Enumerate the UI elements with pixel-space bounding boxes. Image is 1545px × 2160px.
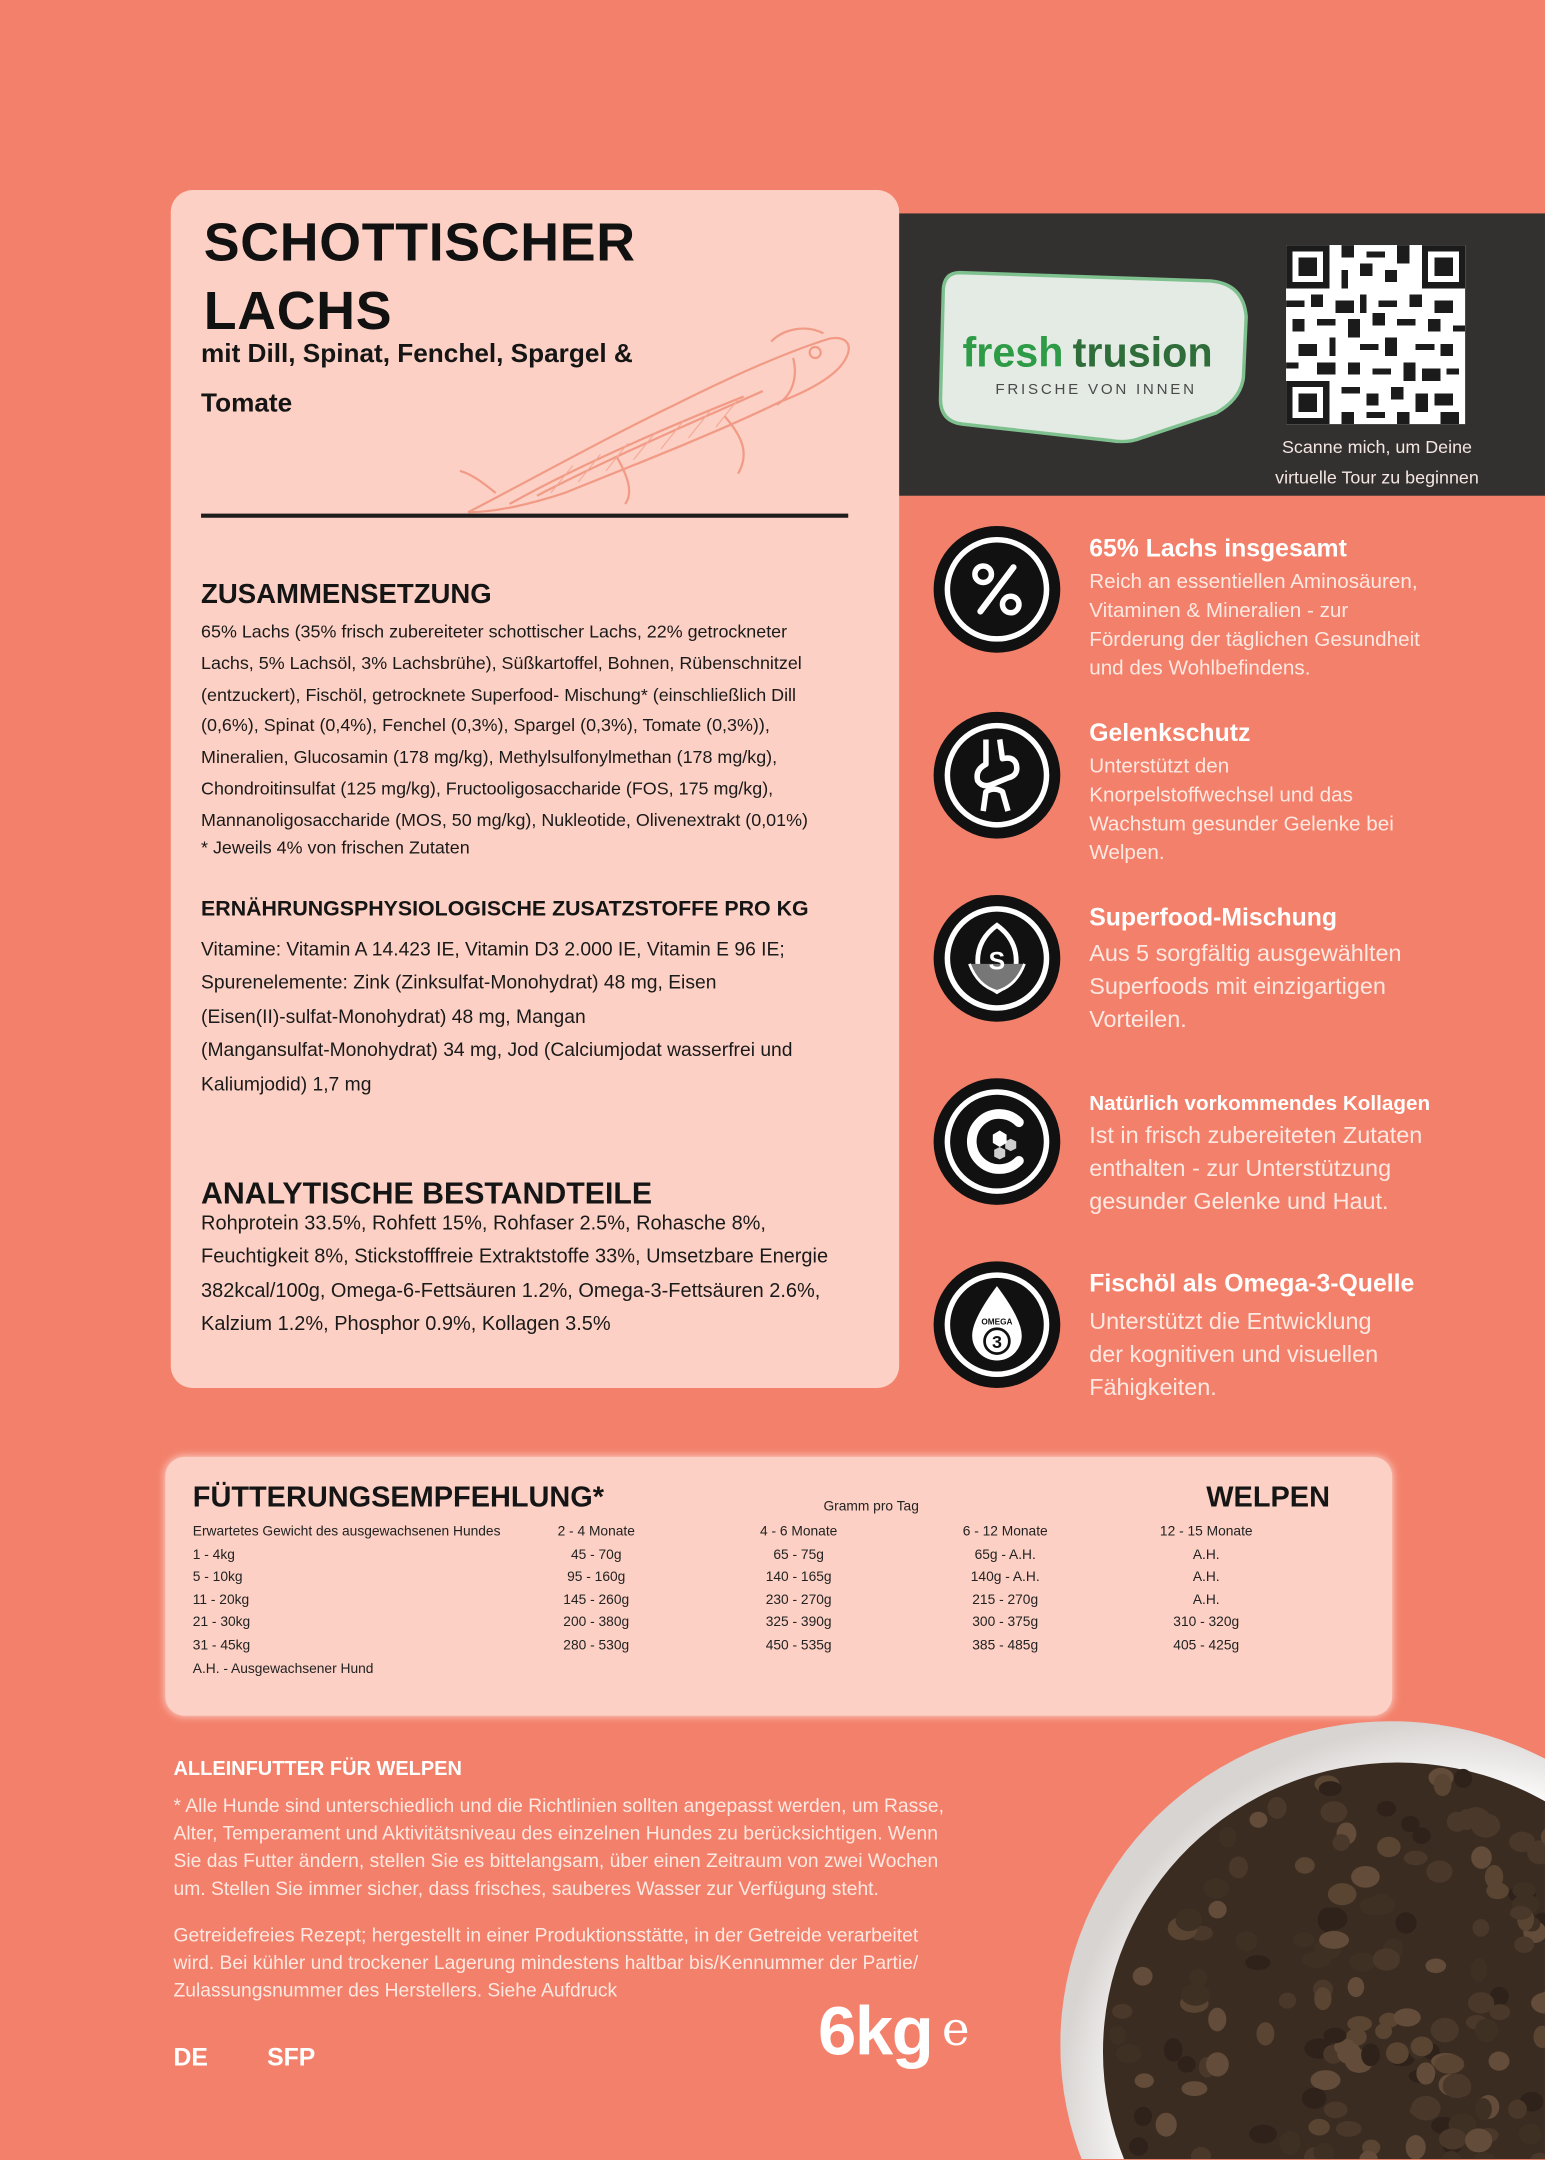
table-cell: 5 - 10kg (192, 1570, 243, 1586)
additives-line: (Eisen(II)-sulfat-Monohydrat) 48 mg, Mangan (201, 1004, 586, 1027)
feature-text (1089, 938, 1461, 1037)
feature-text (1089, 567, 1461, 683)
kibble-piece (1206, 2052, 1229, 2076)
composition-line: Mannanoligosaccharide (MOS, 50 mg/kg), Nukleotide, Olivenextrakt (0,01%) (201, 809, 808, 831)
kibble-piece (1328, 1883, 1357, 1905)
kibble-piece (1280, 2131, 1301, 2155)
kibble-piece (1249, 2125, 1277, 2144)
kibble-piece (1406, 2135, 1426, 2159)
analytical-line: Rohprotein 33.5%, Rohfett 15%, Rohfaser 2.5%, Rohasche 8%, (201, 1213, 766, 1236)
title-line-1: SCHOTTISCHER (203, 213, 636, 273)
analytical-text (201, 1208, 862, 1342)
additives-text (201, 932, 862, 1100)
composition-line: Lachs, 5% Lachsöl, 3% Lachsbrühe), Süßkartoffel, Bohnen, Rübenschnitzel (201, 652, 802, 674)
composition-line: (0,6%), Spinat (0,4%), Fenchel (0,3%), Spargel (0,3%), Tomate (0,3%)), (201, 715, 770, 736)
feature-text-line: Vorteilen. (1089, 1006, 1187, 1033)
kibble-piece (1203, 1878, 1229, 1898)
kibble-piece (1426, 1860, 1452, 1882)
disclaimer-line: Sie das Futter ändern, stellen Sie es bittelangsam, über einen Zeitraum von zwei Wochen (173, 1849, 939, 1872)
table-cell: 11 - 20kg (192, 1592, 250, 1609)
kibble-piece (1181, 1984, 1210, 2006)
kibble-piece (1361, 2043, 1380, 2066)
analytical-line: Feuchtigkeit 8%, Stickstofffreie Extraktstoffe 33%, Umsetzbare Energie (201, 1246, 829, 1269)
kibble-piece (1395, 1912, 1416, 1933)
product-code: SFP (267, 2043, 316, 2072)
feature-text-line: enthalten - zur Unterstützung (1089, 1155, 1392, 1182)
qr-caption-line-1: Scanne mich, um Deine (1281, 436, 1473, 458)
estimated-sign: e (941, 2002, 970, 2058)
collagen-icon (931, 1075, 1063, 1207)
kibble-piece (1324, 2028, 1347, 2043)
kibble-piece (1181, 2081, 1207, 2096)
kibble-piece (1333, 1834, 1350, 1851)
kibble-piece (1208, 2008, 1226, 2032)
product-title (204, 209, 672, 347)
svg-text:3: 3 (991, 1332, 1002, 1353)
additives-line: (Mangansulfat-Monohydrat) 34 mg, Jod (Calciumjodat wasserfrei und (201, 1038, 793, 1061)
svg-text:S: S (988, 948, 1006, 976)
feature-title: Natürlich vorkommendes Kollagen (1089, 1091, 1431, 1116)
kibble-piece (1351, 1866, 1380, 1888)
kibble-piece (1373, 1948, 1400, 1970)
age-column-2-4 (532, 1522, 661, 1659)
kibble-piece (1485, 1865, 1503, 1889)
table-cell: 21 - 30kg (192, 1615, 251, 1631)
table-cell: 325 - 390g (765, 1615, 832, 1631)
kibble-piece (1514, 1936, 1534, 1953)
qr-code[interactable] (1286, 245, 1465, 424)
feature-text-line: und des Wohlbefindens. (1089, 656, 1311, 681)
kibble-piece (1454, 1769, 1472, 1788)
qr-caption (1260, 432, 1494, 493)
kibble-piece (1472, 1919, 1489, 1937)
table-cell: 230 - 270g (765, 1592, 832, 1609)
feature-text (1089, 1120, 1461, 1219)
storage-line: wird. Bei kühler und trockener Lagerung mindestens haltbar bis/Kennummer der Partie/ (173, 1951, 919, 1974)
feature-text-line: Knorpelstoffwechsel und das (1089, 783, 1353, 807)
composition-line: 65% Lachs (35% frisch zubereiteter schottischer Lachs, 22% getrockneter (201, 621, 788, 642)
kibble-piece (1411, 2036, 1433, 2056)
feature-text (1089, 1305, 1461, 1404)
kibble-piece (1324, 2102, 1348, 2119)
age-column-12-15 (1142, 1522, 1271, 1659)
kibble-piece (1475, 2019, 1498, 2043)
kibble-piece (1377, 1837, 1401, 1857)
kibble-piece (1490, 2004, 1511, 2020)
kibble-piece (1508, 2100, 1527, 2119)
title-line-2: LACHS (203, 282, 393, 342)
table-cell: 45 - 70g (570, 1547, 622, 1563)
table-cell: 140 - 165g (765, 1570, 832, 1586)
feature-text-line: gesunder Gelenke und Haut. (1089, 1188, 1389, 1215)
column-header: 6 - 12 Monate (962, 1524, 1048, 1540)
composition-line: Mineralien, Glucosamin (178 mg/kg), Methylsulfonylmethan (178 mg/kg), (201, 746, 778, 768)
kibble-piece (1431, 2018, 1459, 2043)
weight-column (193, 1522, 501, 1682)
svg-text:OMEGA: OMEGA (981, 1317, 1013, 1327)
column-header: 12 - 15 Monate (1159, 1524, 1253, 1540)
table-footnote: A.H. - Ausgewachsener Hund (192, 1661, 374, 1677)
kibble-piece (1295, 1857, 1315, 1874)
table-cell: 31 - 45kg (192, 1638, 251, 1654)
kibble-piece (1348, 1977, 1365, 1997)
feeding-disclaimer (174, 1791, 1000, 1901)
kibble-piece (1229, 1856, 1248, 1878)
kibble-piece (1257, 2022, 1275, 2045)
feature-text-line: Förderung der täglichen Gesundheit (1089, 627, 1420, 652)
kibble-piece (1465, 2128, 1492, 2152)
table-cell: 1 - 4kg (192, 1547, 235, 1563)
kibble-piece (1377, 1801, 1397, 1816)
analytical-heading: ANALYTISCHE BESTANDTEILE (201, 1175, 653, 1211)
kibble-piece (1176, 1908, 1202, 1931)
table-cell: 310 - 320g (1173, 1615, 1240, 1631)
kibble-piece (1349, 1952, 1376, 1971)
kibble-piece (1412, 1827, 1430, 1844)
kibble-piece (1320, 1907, 1348, 1930)
feature-title: 65% Lachs insgesamt (1089, 534, 1347, 562)
kibble-piece (1404, 1851, 1428, 1866)
storage-line: Getreidefreies Rezept; hergestellt in einer Produktionsstätte, in der Getreide verarbeitet (173, 1923, 919, 1946)
logo-tagline: FRISCHE VON INNEN (995, 380, 1197, 398)
kibble-piece (1164, 2038, 1182, 2062)
table-cell: A.H. (1192, 1570, 1220, 1586)
feature-text-line: der kognitiven und visuellen (1089, 1341, 1379, 1368)
table-cell: 385 - 485g (972, 1638, 1039, 1654)
kibble-piece (1336, 2121, 1362, 2137)
kibble-piece (1319, 1931, 1349, 1949)
grams-per-day-label: Gramm pro Tag (823, 1499, 919, 1515)
kibble-piece (1245, 1955, 1270, 1970)
subtitle-line-1: mit Dill, Spinat, Fenchel, Spargel & (201, 340, 633, 370)
kibble-piece (1178, 2056, 1196, 2073)
omega3-drop-icon (931, 1259, 1063, 1391)
feature-text-line: Welpen. (1089, 841, 1165, 865)
kibble-piece (1434, 2054, 1464, 2074)
feeding-heading: FÜTTERUNGSEMPFEHLUNG* (192, 1481, 605, 1514)
kibble-piece (1109, 2026, 1126, 2045)
table-cell: 145 - 260g (563, 1592, 630, 1609)
feature-title: Superfood-Mischung (1089, 903, 1338, 931)
feature-title: Fischöl als Omega-3-Quelle (1089, 1269, 1415, 1298)
table-cell: 200 - 380g (563, 1615, 630, 1631)
disclaimer-line: * Alle Hunde sind unterschiedlich und die Richtlinien sollten angepasst werden, um Rasse, (173, 1794, 945, 1817)
joint-icon (931, 709, 1063, 841)
kibble-piece (1509, 1832, 1535, 1852)
kibble-piece (1347, 2016, 1372, 2031)
additives-heading: ERNÄHRUNGSPHYSIOLOGISCHE ZUSATZSTOFFE PRO KG (201, 897, 809, 922)
additives-line: Vitamine: Vitamin A 14.423 IE, Vitamin D3 2.000 IE, Vitamin E 96 IE; (201, 937, 785, 960)
column-header: Erwartetes Gewicht des ausgewachsenen Hundes (192, 1524, 501, 1540)
composition-text (201, 617, 862, 837)
superfood-leaf-icon (931, 892, 1063, 1024)
storage-line: Zulassungsnummer des Herstellers. Siehe Aufdruck (173, 1978, 618, 2001)
freshtrusion-logo (935, 262, 1252, 444)
puppy-label: WELPEN (1206, 1481, 1330, 1514)
logo-word-fresh: fresh (962, 329, 1064, 376)
feature-text-line: Superfoods mit einzigartigen (1089, 973, 1386, 1000)
table-cell: 450 - 535g (765, 1638, 832, 1654)
kibble-piece (1489, 2051, 1510, 2070)
net-weight: 6kg (817, 1992, 933, 2070)
complete-feed-heading: ALLEINFUTTER FÜR WELPEN (173, 1758, 462, 1781)
kibble-piece (1308, 2119, 1329, 2136)
kibble-piece (1302, 2088, 1327, 2109)
table-cell: A.H. (1192, 1592, 1220, 1609)
kibble-piece (1475, 2098, 1492, 2120)
language-code: DE (173, 2043, 208, 2072)
kibble-piece (1268, 1797, 1287, 1819)
kibble-piece (1219, 1827, 1237, 1848)
kibble-piece (1471, 1958, 1488, 1981)
percent-icon (931, 523, 1063, 655)
age-column-6-12 (940, 1522, 1069, 1659)
table-cell: 300 - 375g (972, 1615, 1039, 1631)
kibble-piece (1321, 1801, 1348, 1822)
kibble-piece (1410, 2103, 1439, 2118)
kibble-piece (1236, 1931, 1258, 1951)
additives-line: Kaliumjodid) 1,7 mg (201, 1072, 372, 1095)
kibble-piece (1249, 1812, 1267, 1828)
disclaimer-line: Alter, Temperament und Aktivitätsniveau des einzelnen Hundes zu berücksichtigen. Wenn (173, 1821, 938, 1844)
kibble-piece (1319, 1781, 1342, 1796)
product-subtitle (201, 330, 669, 429)
feature-text-line: Aus 5 sorgfältig ausgewählten (1089, 940, 1402, 967)
table-cell: A.H. (1192, 1547, 1220, 1563)
kibble-piece (1375, 2023, 1392, 2039)
table-cell: 65g - A.H. (974, 1547, 1036, 1563)
analytical-line: Kalzium 1.2%, Phosphor 0.9%, Kollagen 3.5% (201, 1313, 611, 1336)
kibble-piece (1208, 1901, 1226, 1919)
feature-text-line: Vitaminen & Mineralien - zur (1089, 598, 1349, 623)
kibble-piece (1425, 1959, 1446, 1974)
feature-text-line: Wachstum gesunder Gelenke bei (1089, 812, 1394, 836)
table-cell: 65 - 75g (773, 1547, 824, 1563)
kibble-piece (1471, 1846, 1492, 1869)
kibble-piece (1416, 2062, 1435, 2084)
feature-text-line: Ist in frisch zubereiteten Zutaten (1089, 1122, 1423, 1149)
kibble-piece (1471, 1813, 1500, 1837)
analytical-line: 382kcal/100g, Omega-6-Fettsäuren 1.2%, Omega-3-Fettsäuren 2.6%, (201, 1280, 821, 1303)
disclaimer-line: um. Stellen Sie immer sicher, dass frisches, sauberes Wasser zur Verfügung steht. (173, 1876, 879, 1899)
feature-text-line: Fähigkeiten. (1089, 1374, 1217, 1401)
kibble-piece (1133, 1967, 1153, 1986)
feature-text-line: Unterstützt den (1089, 754, 1230, 779)
feature-title: Gelenkschutz (1089, 718, 1251, 747)
subtitle-line-2: Tomate (201, 389, 293, 419)
kibble-piece (1134, 2107, 1152, 2126)
kibble-piece (1135, 2073, 1154, 2088)
table-cell: 405 - 425g (1173, 1638, 1240, 1654)
table-cell: 280 - 530g (563, 1638, 630, 1654)
qr-caption-line-2: virtuelle Tour zu beginnen (1275, 466, 1479, 488)
feature-text-line: Unterstützt die Entwicklung (1089, 1308, 1372, 1335)
kibble-piece (1293, 1932, 1314, 1947)
kibble-piece (1443, 2074, 1472, 2099)
additives-line: Spurenelemente: Zink (Zinksulfat-Monohydrat) 48 mg, Eisen (201, 971, 717, 994)
feature-text-line: Reich an essentiellen Aminosäuren, (1089, 570, 1418, 594)
table-cell: 95 - 160g (567, 1570, 626, 1586)
table-cell: 215 - 270g (972, 1592, 1039, 1609)
logo-word-trusion: trusion (1072, 329, 1213, 376)
composition-line: Chondroitinsulfat (125 mg/kg), Fructooligosaccharide (FOS, 175 mg/kg), (201, 777, 774, 799)
kibble-piece (1156, 2113, 1177, 2137)
kibble-piece (1386, 2042, 1409, 2064)
kibble-piece (1302, 1952, 1332, 1968)
kibble-piece (1439, 2128, 1467, 2149)
kibble-piece (1314, 1987, 1331, 2010)
composition-heading: ZUSAMMENSETZUNG (201, 579, 492, 611)
table-cell: 140g - A.H. (970, 1570, 1040, 1586)
kibble-piece (1434, 1774, 1452, 1797)
kibble-piece (1458, 1809, 1475, 1830)
column-header: 4 - 6 Monate (759, 1524, 838, 1540)
divider (201, 514, 848, 518)
composition-note: * Jeweils 4% von frischen Zutaten (201, 837, 470, 858)
kibble-piece (1112, 2004, 1132, 2019)
kibble-piece (1116, 2044, 1142, 2063)
column-header: 2 - 4 Monate (557, 1524, 635, 1540)
kibble-piece (1394, 2008, 1421, 2026)
age-column-4-6 (734, 1522, 863, 1659)
kibble-piece (1512, 1882, 1536, 1898)
kibble-piece (1510, 1906, 1532, 1920)
kibble-piece (1360, 1896, 1390, 1915)
kibble-bowl-image (1060, 1707, 1545, 2159)
kibble-piece (1279, 1993, 1296, 2009)
kibble-piece (1519, 2123, 1542, 2144)
kibble-piece (1310, 2070, 1340, 2090)
kibble-piece (1129, 2137, 1148, 2155)
composition-line: (entzuckert), Fischöl, getrocknete Superfood- Mischung* (einschließlich Dill (201, 683, 797, 705)
feature-text (1089, 752, 1461, 868)
